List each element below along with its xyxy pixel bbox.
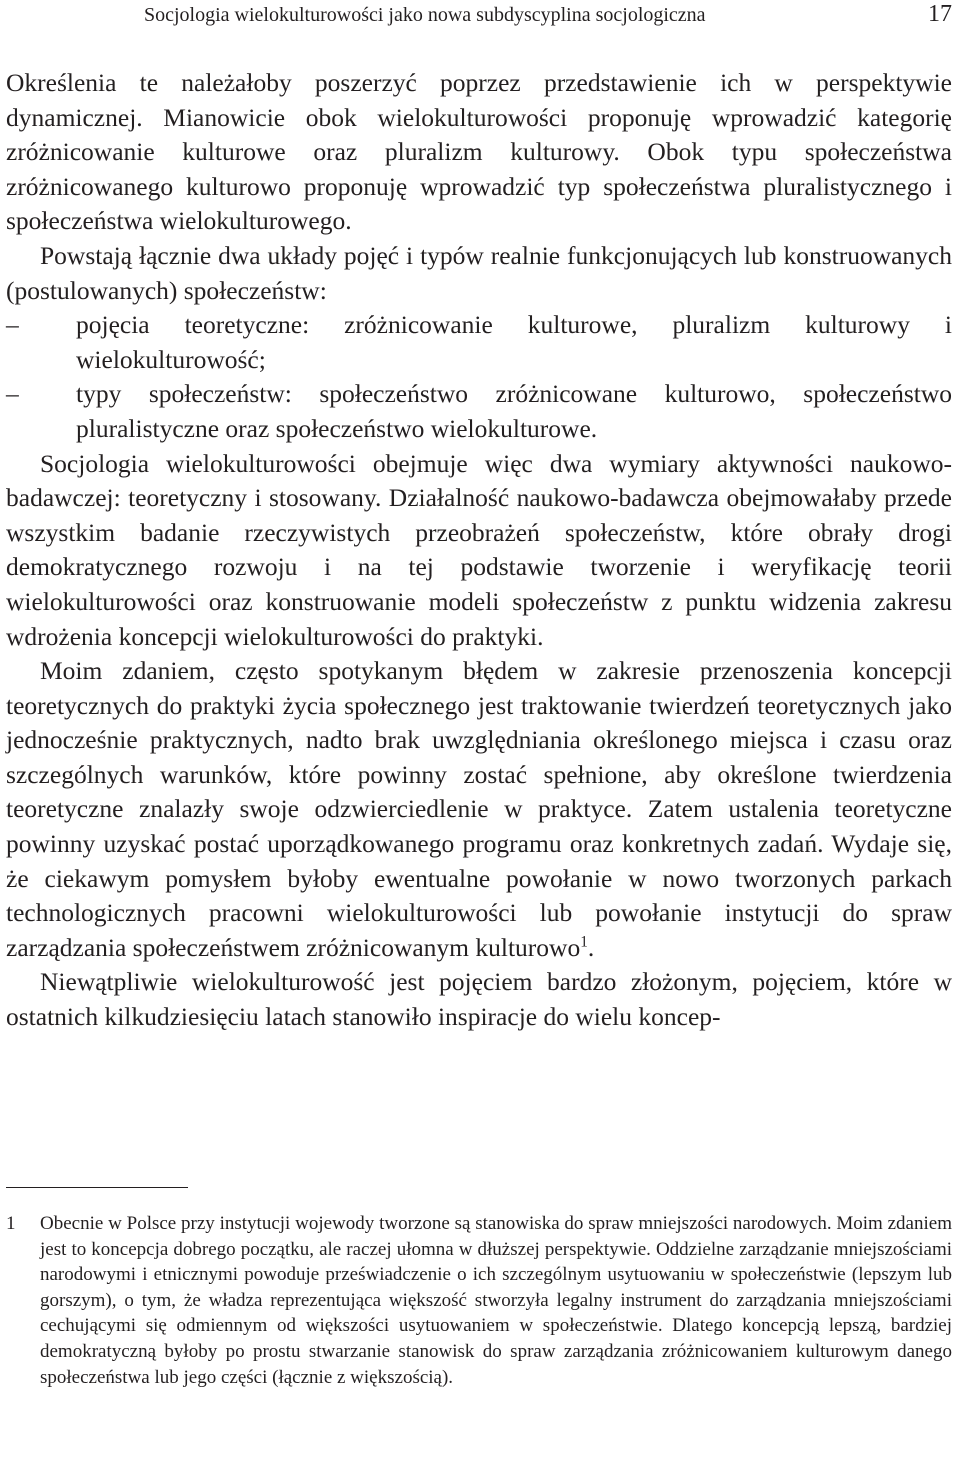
page-number: 17	[928, 1, 952, 27]
paragraph-4	[6, 654, 952, 965]
list-item	[6, 308, 952, 377]
paragraph-3: Socjologia wielokulturowości obejmuje więc dwa wymiary aktywności naukowo-badawczej: teoretyczny i stosowany. Działalność naukowo-badawcza obejmowałaby przede wszystkim badanie rzeczywistych przeobrażeń społeczeństw, które obrały drogi demokratycznego rozwoju i na tej podstawie tworzenie i weryfikację teorii wielokulturowości oraz konstruowanie modeli społeczeństw z punktu widzenia zakresu wdrożenia koncepcji wielokulturowości do praktyki.	[6, 448, 952, 651]
footnote-text: Obecnie w Polsce przy instytucji wojewody tworzone są stanowiska do spraw mniejszości narodowych. Moim zdaniem jest to koncepcja dobrego początku, ale raczej ułomna w dłuższej perspektywie. Oddzielne zarządzanie mniejszościami narodowymi i etnicznymi powoduje przeświadczenie o ich szczególnym usytuowaniu w społeczeństwie (lepszym lub gorszym), o tym, że władza reprezentująca większość stworzyła legalny instrument do zarządzania mniejszościami cechującymi się odmiennym od większości usytuowaniem w społeczeństwie. Dlatego koncepcją lepszą, bardziej demokratyczną byłoby po prostu stwarzanie stanowisk do spraw zarządzania zróżnicowaniem kulturowym danego społeczeństwa lub jego części (łącznie z większością).	[40, 1213, 952, 1388]
paragraph-4-text: Moim zdaniem, często spotykanym błędem w zakresie przenoszenia koncepcji teoretycznych do praktyki życia społecznego jest traktowanie twierdzeń teoretycznych jako jednocześnie praktycznych, nadto brak uwzględniania określonego miejsca i czasu oraz szczególnych warunków, które powinny zostać spełnione, aby określone twierdzenia teoretyczne znalazły swoje odzwierciedlenie w praktyce. Zatem ustalenia teoretyczne powinny uzyskać postać uporządkowanego programu oraz konkretnych zadań. Wydaje się, że ciekawym pomysłem byłoby ewentualne powołanie w nowo tworzonych parkach technologicznych pracowni wielokulturowości lub powołanie instytucji do spraw zarządzania społeczeństwem zróżnicowanym kulturowo	[6, 656, 952, 962]
footnote-divider	[6, 1187, 188, 1188]
paragraph-2: Powstają łącznie dwa układy pojęć i typów realnie funkcjonujących lub konstruowanych (postulowanych) społeczeństw:	[6, 240, 952, 305]
paragraph-4-end: .	[587, 932, 595, 962]
concept-list	[6, 308, 952, 446]
list-item-text: typy społeczeństw: społeczeństwo zróżnicowane kulturowo, społeczeństwo pluralistyczne oraz społeczeństwo wielokulturowe.	[76, 379, 952, 443]
footnote-reference[interactable]: 1	[580, 933, 588, 951]
dash-bullet: –	[6, 379, 19, 409]
footnote-marker: 1	[6, 1213, 16, 1234]
running-head	[6, 0, 952, 30]
paragraph-1: Określenia te należałoby poszerzyć poprzez przedstawienie ich w perspektywie dynamicznej. Mianowicie obok wielokulturowości proponuję wprowadzić kategorię zróżnicowanie kulturowe oraz pluralizm kulturowy. Obok typu społeczeństwa zróżnicowanego kulturowo proponuję wprowadzić typ społeczeństwa pluralistycznego i społeczeństwa wielokulturowego.	[6, 68, 952, 236]
list-item-text: pojęcia teoretyczne: zróżnicowanie kulturowe, pluralizm kulturowy i wielokulturowość;	[76, 310, 952, 374]
book-page	[6, 0, 952, 1464]
dash-bullet: –	[6, 310, 19, 340]
paragraph-5: Niewątpliwie wielokulturowość jest pojęciem bardzo złożonym, pojęciem, które w ostatnich kilkudziesięciu latach stanowiło inspiracje do wielu koncep-	[6, 967, 952, 1032]
body-text	[6, 66, 952, 1035]
list-item	[6, 377, 952, 446]
footnote	[6, 1211, 952, 1390]
running-title: Socjologia wielokulturowości jako nowa subdyscyplina socjologiczna	[144, 4, 706, 26]
